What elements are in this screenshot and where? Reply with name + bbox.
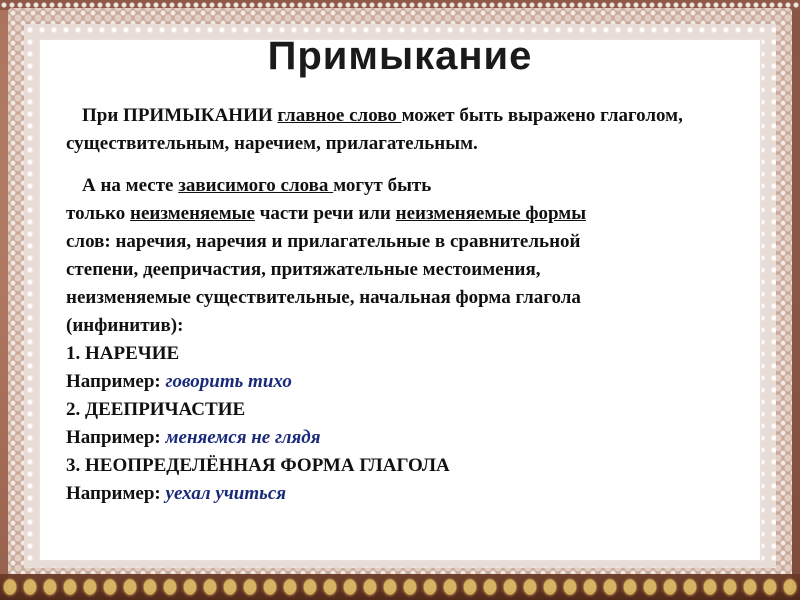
example-text: меняемся не глядя: [165, 427, 321, 448]
example-text: говорить тихо: [165, 371, 292, 392]
text-fragment: части речи или: [254, 203, 396, 224]
slide-title: Примыкание: [267, 34, 533, 78]
slide-body: [66, 102, 746, 508]
text-fragment: При ПРИМЫКАНИИ: [82, 105, 278, 126]
item-heading: 3. НЕОПРЕДЕЛЁННАЯ ФОРМА ГЛАГОЛА: [66, 455, 450, 476]
item-heading: 1. НАРЕЧИЕ: [66, 343, 180, 364]
text-line: [66, 200, 746, 228]
text-line: [66, 172, 746, 200]
text-line: степени, деепричастия, притяжательные местоимения,: [66, 259, 541, 280]
paragraph-dependent-word: [66, 172, 746, 508]
example-text: уехал учиться: [165, 483, 287, 504]
item-heading: 2. ДЕЕПРИЧАСТИЕ: [66, 399, 246, 420]
bottom-bead-border: [0, 574, 800, 600]
example-label: Например:: [66, 371, 166, 392]
text-line: (инфинитив):: [66, 315, 184, 336]
text-fragment: может быть выражено глаголом, существительным, наречием, прилагательным.: [66, 105, 683, 154]
paragraph-main-word: [66, 102, 746, 158]
text-line: неизменяемые существительные, начальная форма глагола: [66, 287, 581, 308]
example-line: [66, 368, 746, 396]
example-label: Например:: [66, 483, 166, 504]
example-line: [66, 424, 746, 452]
underlined-term: главное слово: [277, 105, 402, 126]
text-fragment: могут быть: [333, 175, 432, 196]
underlined-term: неизменяемые формы: [395, 203, 587, 224]
underlined-term: зависимого слова: [178, 175, 334, 196]
underlined-term: неизменяемые: [130, 203, 255, 224]
example-line: [66, 480, 746, 508]
text-fragment: А на месте: [82, 175, 179, 196]
text-line: слов: наречия, наречия и прилагательные в сравнительной: [66, 231, 581, 252]
example-label: Например:: [66, 427, 166, 448]
text-fragment: только: [66, 203, 130, 224]
